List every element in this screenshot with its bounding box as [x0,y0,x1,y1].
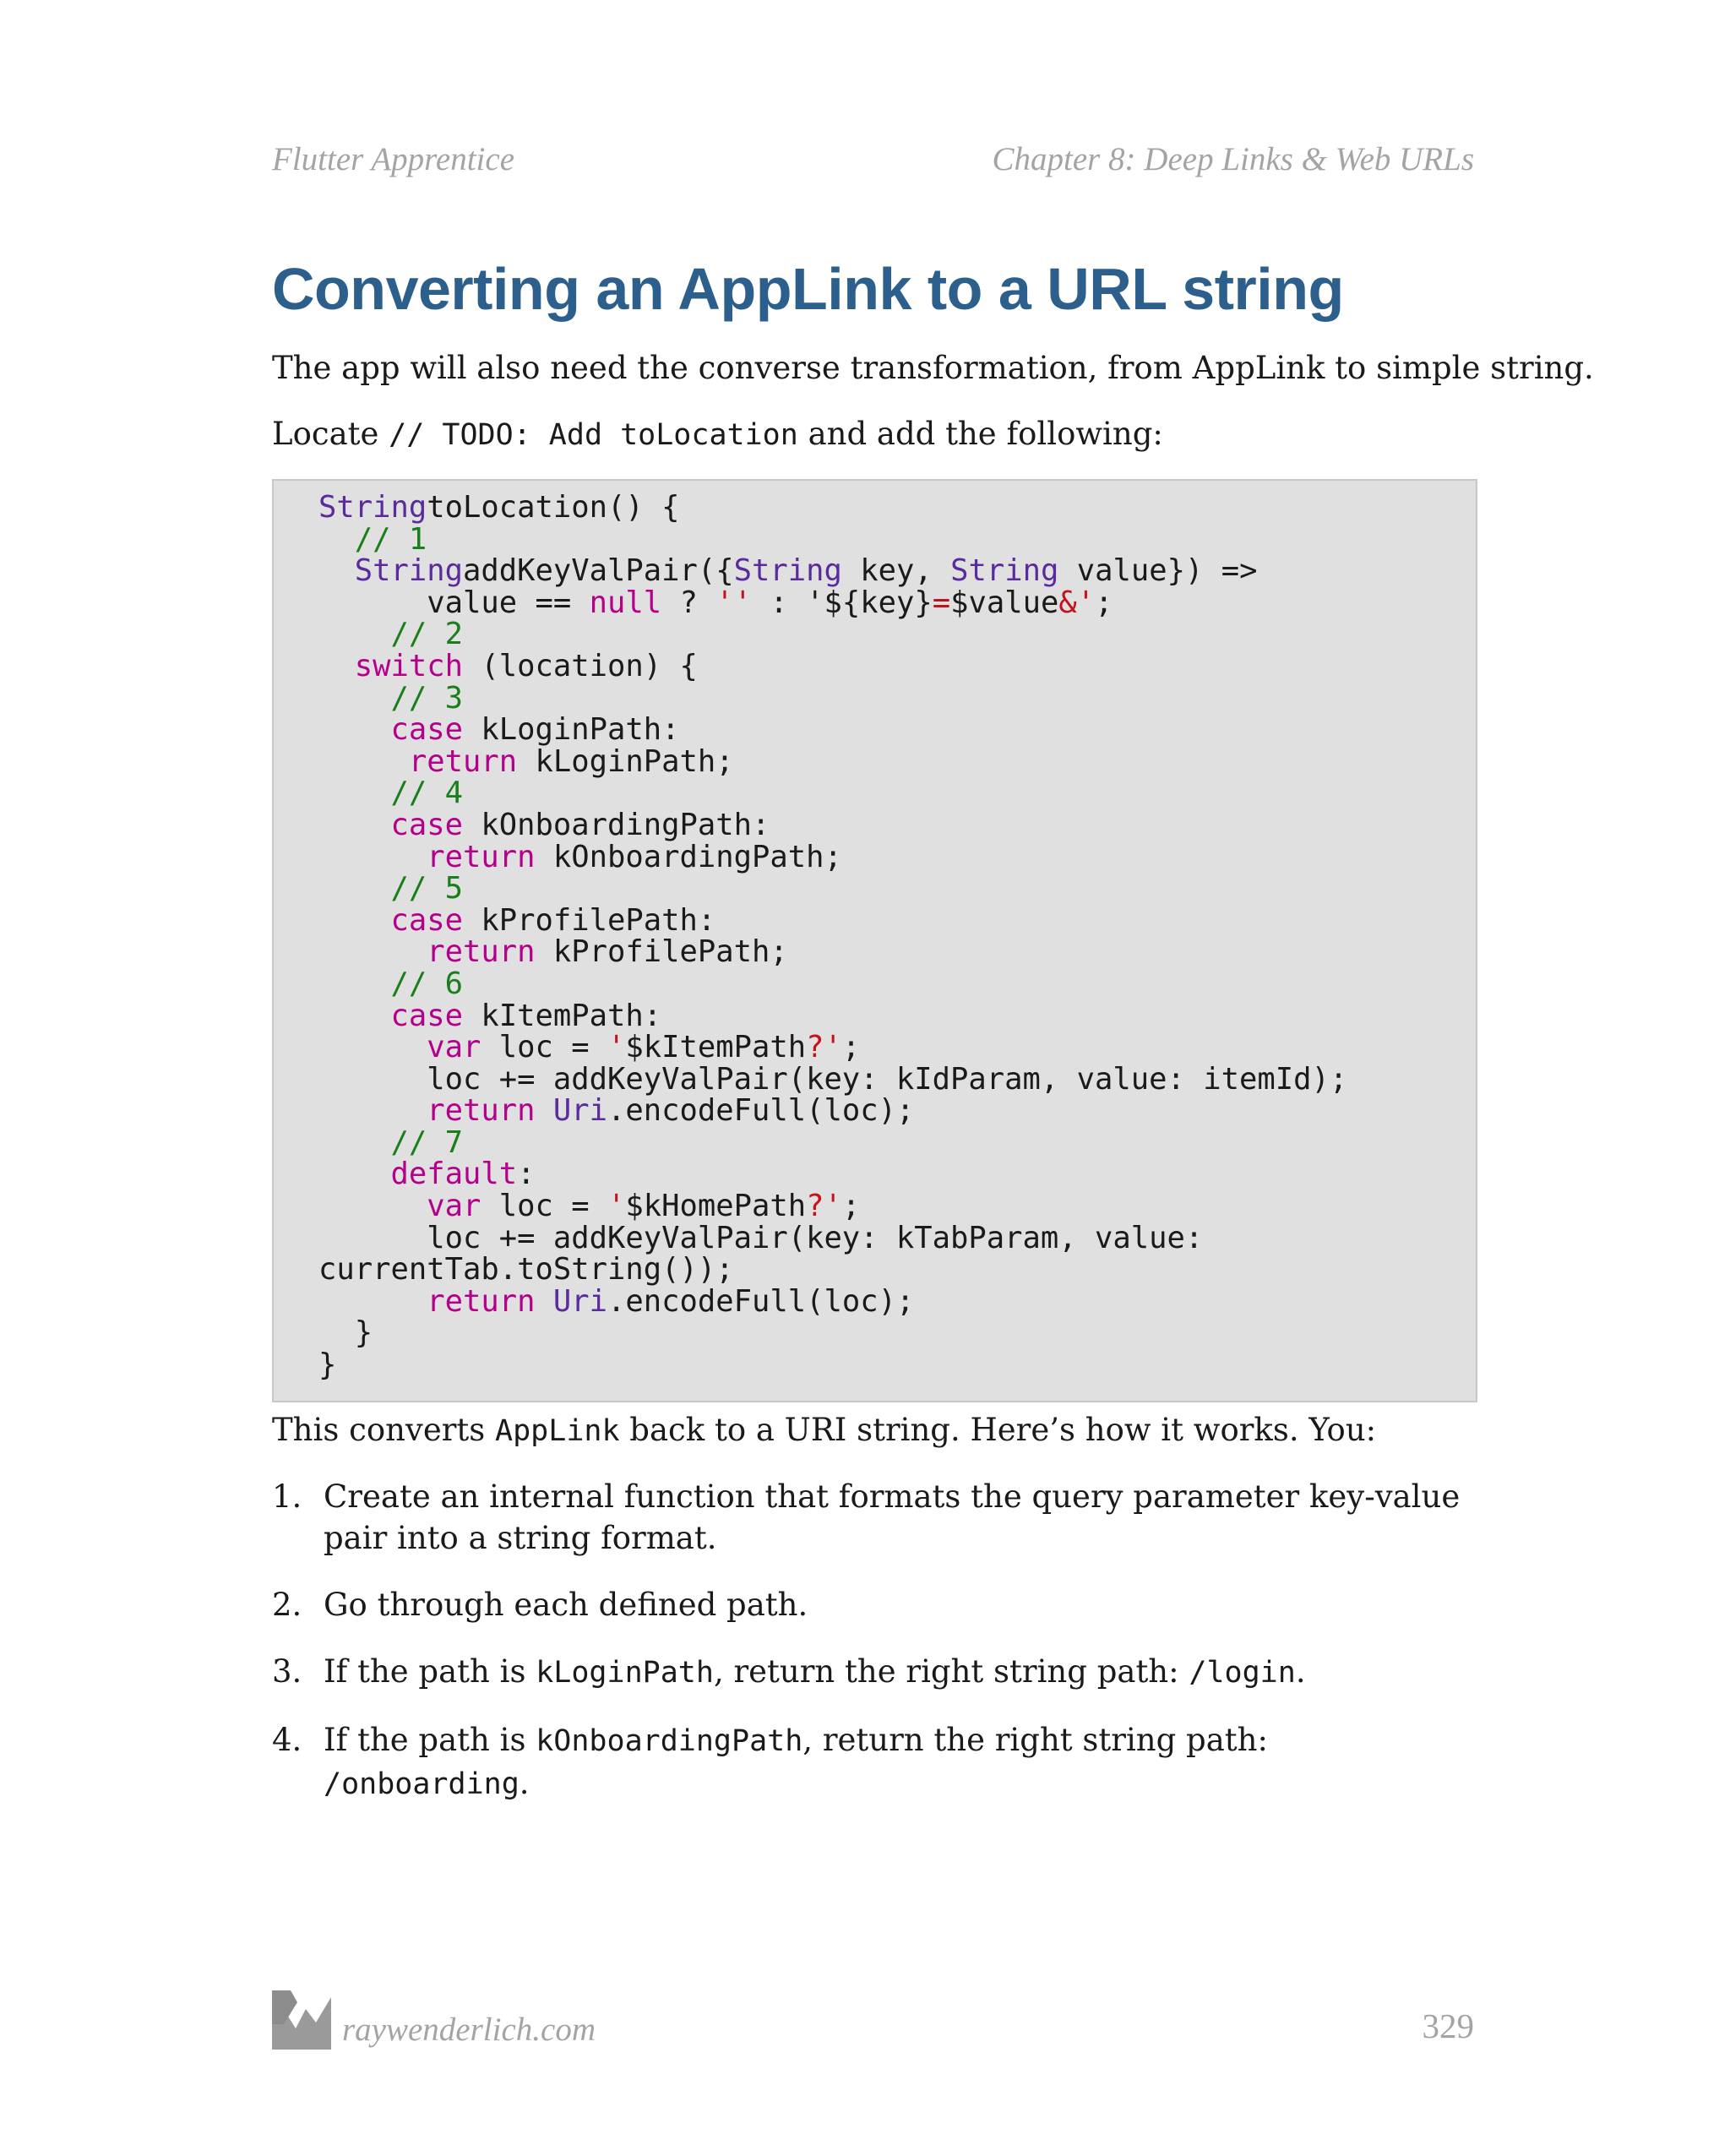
code-token: key, [841,553,951,589]
code-token: = [932,585,951,620]
code-token: $value [950,585,1059,620]
code-token [318,840,427,874]
code-token [318,649,355,683]
steps-list [272,1476,1480,1831]
code-line [318,1095,1347,1127]
code-token: // 1 [354,521,427,557]
list-text: If the path is [324,1653,536,1690]
code-token: switch [354,648,463,683]
list-text: . [519,1765,530,1801]
code-token: (location) { [463,648,698,683]
code-token [318,1189,427,1223]
code-token: .encodeFull(loc); [607,1093,915,1129]
code-token: '' [715,585,752,620]
code-line [318,902,1347,938]
code-token: kLoginPath; [517,743,734,779]
code-token: currentTab.toString()); [318,1252,734,1288]
code-token: kLoginPath: [463,712,680,748]
code-token: case [390,712,463,748]
code-token [318,903,391,938]
code-token: loc += addKeyValPair(key: kIdParam, value: itemId); [318,1061,1348,1097]
code-line [318,1283,1347,1319]
code-token: return [408,743,518,779]
code-token: // 5 [390,871,463,906]
chapter-title: Chapter 8: Deep Links & Web URLs [992,141,1474,177]
code-token: return [427,934,536,970]
code-token: var [427,1030,481,1065]
code-line [318,1158,1347,1190]
code-token: ?' [806,1189,842,1224]
code-line [318,1190,1347,1222]
code-token [536,1093,553,1128]
code-token: } [318,1348,337,1383]
locate-text-before: Locate [272,416,389,452]
book-title: Flutter Apprentice [272,141,515,177]
code-line [318,873,1347,905]
list-text: , return the right string path: [802,1722,1268,1758]
code-line [318,587,1347,619]
code-token: kOnboardingPath: [463,807,770,842]
code-block [272,479,1477,1402]
code-token: return [427,1283,536,1319]
code-line [318,841,1347,874]
inline-code: kOnboardingPath [536,1724,803,1758]
code-line [318,1317,1347,1349]
code-token: kProfilePath; [535,934,788,970]
code-token: ?' [806,1030,842,1065]
code-line [318,1061,1348,1097]
list-text: , return the right string path: [713,1653,1189,1690]
list-item [272,1476,1480,1559]
code-token: ; [841,1030,861,1065]
locate-inline-code: // TODO: Add toLocation [389,418,798,452]
code-token: &' [1058,585,1096,620]
page-header [272,140,1474,178]
code-token [318,553,355,588]
code-token: String [950,553,1059,589]
code-token [318,522,355,557]
locate-text-after: and add the following: [797,416,1163,452]
code-token [318,1125,391,1160]
code-token [318,776,391,810]
code-line [318,1000,1347,1032]
code-token [318,1157,391,1191]
explain-inline-code: AppLink [495,1414,620,1448]
code-token [318,871,391,906]
code-token: Uri [552,1283,607,1319]
code-token: ? [661,585,716,620]
explain-text-after: back to a URI string. Here’s how it works. You: [619,1412,1377,1448]
code-token: toLocation() { [427,490,680,525]
code-token: kOnboardingPath; [535,839,842,874]
code-token [318,999,391,1033]
code-token: '${key} [806,585,933,620]
page-number: 329 [1422,2006,1474,2045]
code-token: : [751,585,807,620]
code-token: $kItemPath [625,1030,807,1065]
code-token: // 4 [390,776,463,811]
explain-text-before: This converts [272,1412,496,1448]
code-token: // 7 [390,1124,463,1160]
code-token: value}) => [1058,553,1258,589]
code-token: loc = [481,1189,607,1224]
code-token: default [390,1157,518,1192]
code-token: Uri [552,1093,607,1129]
code-token: loc = [481,1030,607,1065]
code-token: // 2 [390,617,463,652]
section-title: Converting an AppLink to a URL string [272,256,1344,322]
code-token [318,744,409,779]
code-token [318,1030,427,1064]
code-line [318,968,1347,1000]
code-line [318,648,1347,683]
list-item [272,1584,1480,1625]
code-line [318,1254,1347,1286]
code-token: case [390,998,463,1033]
code-token [318,934,427,969]
inline-code: /login [1189,1656,1296,1690]
list-text: If the path is [324,1722,536,1758]
code-token: ; [841,1189,861,1224]
code-token [318,681,391,716]
code-line [318,714,1347,746]
code-token: } [318,1315,373,1351]
code-line [318,1349,1347,1381]
code-token: $kHomePath [625,1189,807,1224]
code-token: case [390,807,463,842]
list-number: 4. [272,1722,302,1758]
code-line [318,1124,1347,1160]
code-line [318,1032,1347,1064]
inline-code: /onboarding [324,1767,520,1801]
code-line [318,618,1347,651]
code-token: ; [1095,585,1113,620]
list-number: 1. [272,1478,302,1515]
code-token: case [390,902,463,938]
intro-paragraph: The app will also need the converse transformation, from AppLink to simple string. [272,350,1594,386]
inline-code: kLoginPath [536,1656,714,1690]
code-token: // 6 [390,966,463,1001]
code-line [318,936,1347,968]
code-token: kProfilePath: [463,902,716,938]
code-token: String [318,490,427,525]
code-token: .encodeFull(loc); [607,1283,915,1319]
code-token: value == [318,585,590,620]
code-token [318,617,391,651]
code-token: kItemPath: [463,998,662,1033]
list-item [272,1719,1480,1805]
code-line [318,492,1347,524]
code-line [318,555,1347,587]
code-line [318,777,1347,809]
code-token: ' [607,1189,626,1224]
code-line [318,809,1347,841]
code-token: return [427,1093,536,1129]
code-token: String [354,553,463,589]
locate-paragraph [272,413,1163,456]
code-token [318,1284,427,1319]
code-token: : [517,1157,536,1192]
code-listing [318,492,1347,1381]
code-token [318,808,391,842]
code-token [318,712,391,747]
code-token [536,1284,553,1319]
code-token: // 3 [390,680,463,716]
list-text: Create an internal function that formats the query parameter key-value pair into a string format. [324,1478,1461,1556]
code-token: String [733,553,842,589]
list-text: . [1295,1653,1306,1690]
code-line [318,1222,1347,1255]
code-token: return [427,839,536,874]
code-token: addKeyValPair({ [463,553,734,589]
code-token: null [589,585,662,620]
code-token [318,966,391,1001]
list-number: 3. [272,1653,302,1690]
footer-site: raywenderlich.com [342,2012,596,2048]
code-token [318,1093,427,1128]
list-item [272,1651,1480,1694]
code-token: var [427,1189,481,1224]
rw-logo-icon [272,1990,331,2050]
explain-paragraph [272,1409,1376,1452]
code-line [318,521,1347,557]
list-text: Go through each defined path. [324,1587,808,1623]
code-line [318,743,1347,779]
code-token: loc += addKeyValPair(key: kTabParam, value: [318,1220,1204,1255]
list-number: 2. [272,1587,302,1623]
code-line [318,680,1347,716]
code-token: ' [607,1030,626,1065]
